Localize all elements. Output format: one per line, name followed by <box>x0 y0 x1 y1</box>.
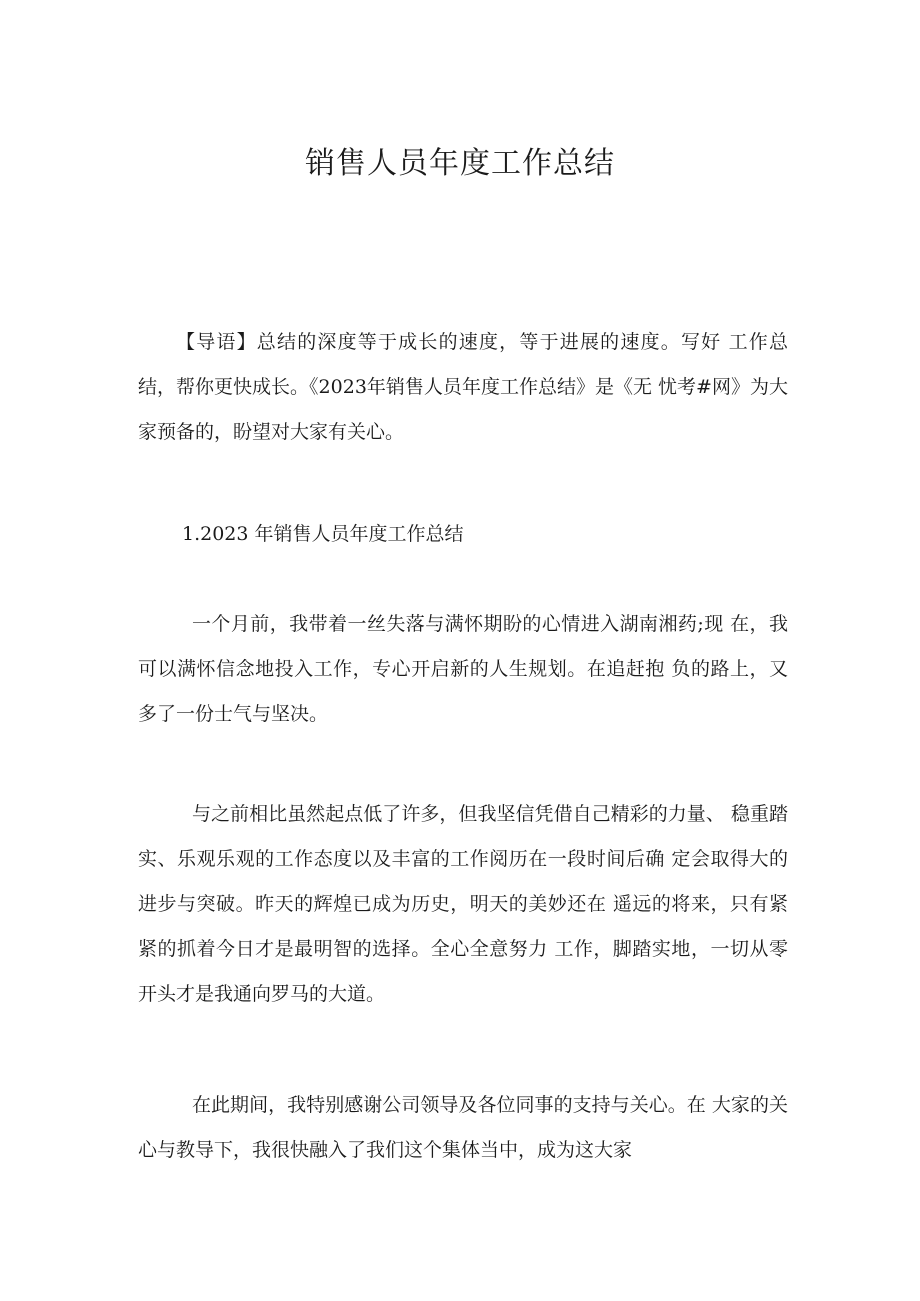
body-paragraph-1: 一个月前，我带着一丝失落与满怀期盼的心情进入湖南湘药;现 在，我可以满怀信念地投入工作，专心开启新的人生规划。在追赶抱 负的路上，又多了一份士气与坚决。 <box>138 613 788 725</box>
body-paragraph-2: 与之前相比虽然起点低了许多，但我坚信凭借自己精彩的力量、 稳重踏实、乐观乐观的工作态度以及丰富的工作阅历在一段时间后确 定会取得大的进步与突破。昨天的辉煌已成为历史，明天的美妙还在 遥远的将来，只有紧紧的抓着今日才是最明智的选择。全心全意努力 工作，脚踏实地，一切从零开头才是我通向罗马的大道。 <box>138 803 788 1005</box>
section-heading: 1.2023 年销售人员年度工作总结 <box>182 523 464 545</box>
intro-paragraph: 【导语】总结的深度等于成长的速度，等于进展的速度。写好 工作总结，帮你更快成长。《2023年销售人员年度工作总结》是《无 忧考#网》为大家预备的，盼望对大家有关心。 <box>138 331 788 443</box>
body-paragraph-3: 在此期间，我特别感谢公司领导及各位同事的支持与关心。在 大家的关心与教导下，我很快融入了我们这个集体当中，成为这大家 <box>138 1094 788 1161</box>
document-title: 销售人员年度工作总结 <box>305 146 615 181</box>
